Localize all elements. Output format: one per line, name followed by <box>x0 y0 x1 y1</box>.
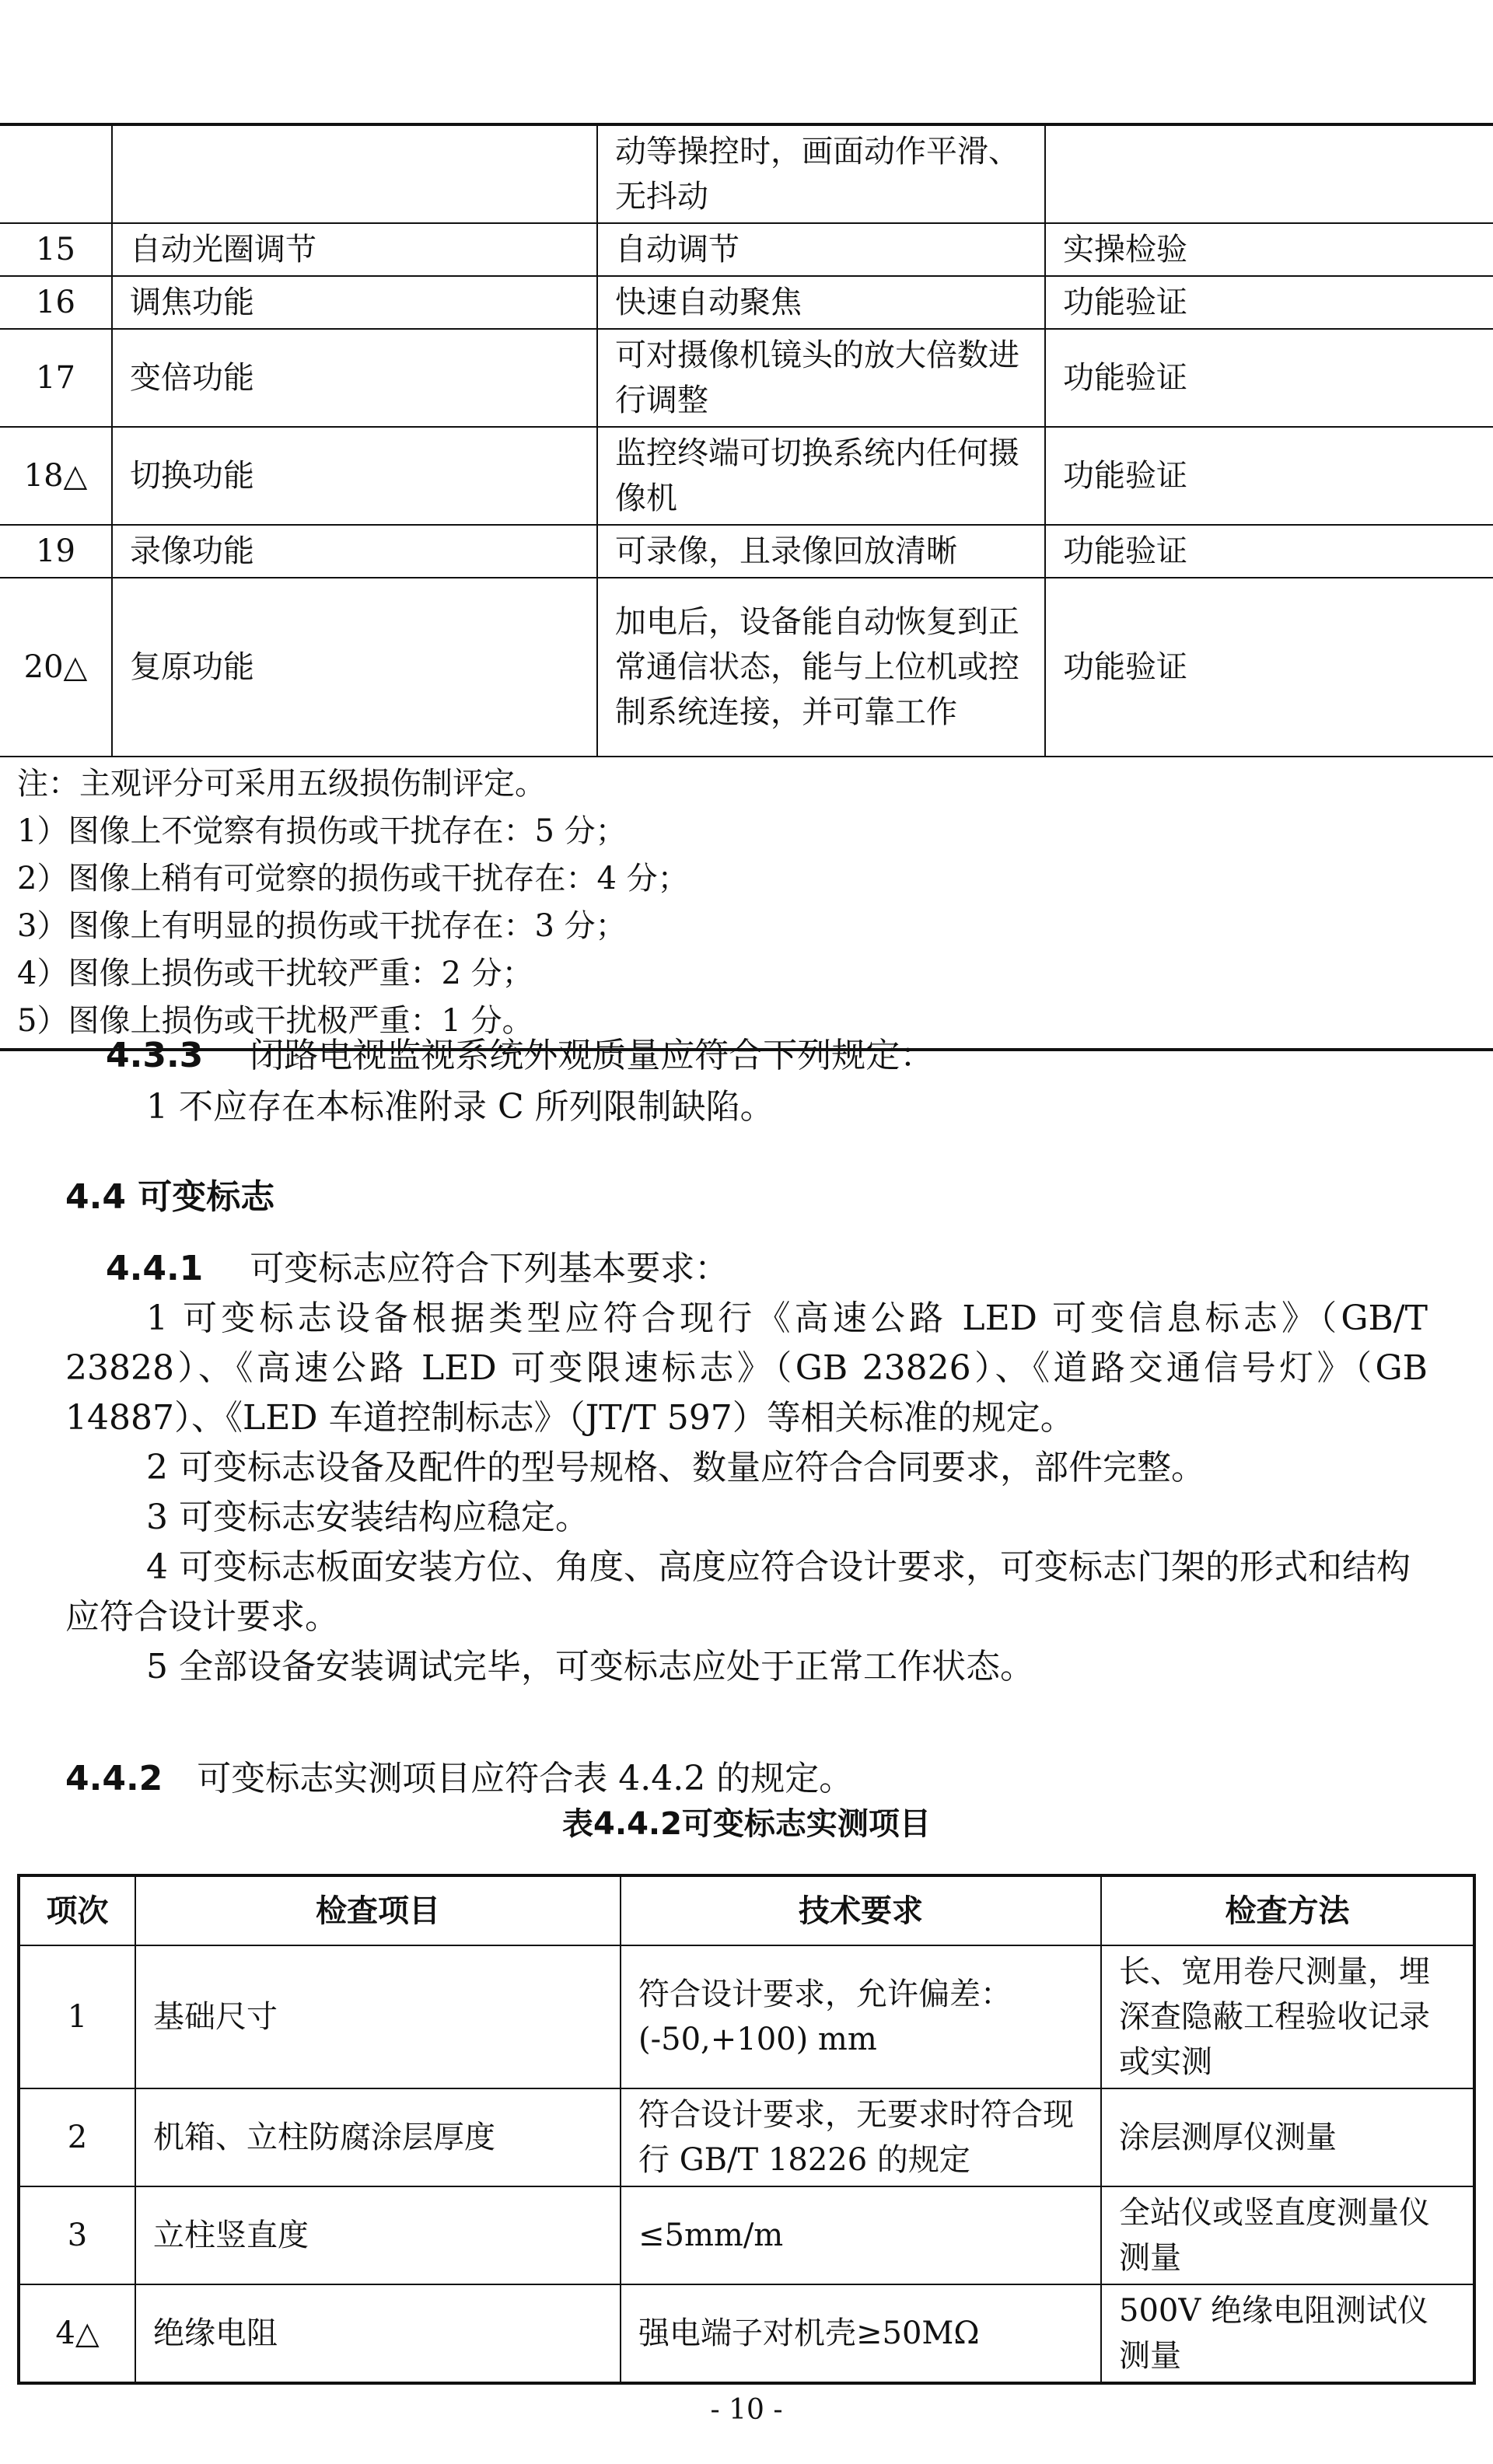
clause-4-3-3 <box>106 1031 934 1081</box>
clause-text: 可变标志实测项目应符合表 4.4.2 的规定。 <box>197 1759 854 1798</box>
check-item: 立柱竖直度 <box>135 2186 621 2284</box>
table-caption: 表4.4.2可变标志实测项目 <box>562 1806 931 1842</box>
check-item: 基础尺寸 <box>135 1945 621 2088</box>
section-number: 4.4 <box>65 1177 126 1217</box>
check-item: 录像功能 <box>112 525 597 578</box>
tech-requirement: 可对摄像机镜头的放大倍数进行调整 <box>597 329 1045 427</box>
table-header-row <box>19 1875 1474 1945</box>
check-method: 实操检验 <box>1045 223 1493 276</box>
item-number: 18△ <box>0 427 112 525</box>
item-number: 19 <box>0 525 112 578</box>
check-method: 长、宽用卷尺测量，埋深查隐蔽工程验收记录或实测 <box>1101 1945 1474 2088</box>
header-check-item: 检查项目 <box>135 1875 621 1945</box>
header-tech-requirement: 技术要求 <box>621 1875 1101 1945</box>
check-method: 功能验证 <box>1045 329 1493 427</box>
table-row <box>0 276 1493 329</box>
requirement-item: 1 可变标志设备根据类型应符合现行《高速公路 LED 可变信息标志》（GB/T 23828）、《高速公路 LED 可变限速标志》（GB 23826）、《道路交通信号灯》（GB 14887）、《LED 车道控制标志》（JT/T 597）等相关标准的规定。 <box>65 1298 1428 1438</box>
note-line: 2）图像上稍有可觉察的损伤或干扰存在：4 分； <box>17 861 689 896</box>
note-line: 1）图像上不觉察有损伤或干扰存在：5 分； <box>17 813 627 849</box>
table-row <box>19 2186 1474 2284</box>
clause-number: 4.3.3 <box>106 1036 204 1075</box>
check-method: 全站仪或竖直度测量仪测量 <box>1101 2186 1474 2284</box>
item-number: 2 <box>19 2088 135 2186</box>
item-number <box>0 124 112 223</box>
item-number: 15 <box>0 223 112 276</box>
table-row <box>0 525 1493 578</box>
note-line: 注：主观评分可采用五级损伤制评定。 <box>17 766 546 802</box>
item-number: 1 <box>19 1945 135 2088</box>
header-check-method: 检查方法 <box>1101 1875 1474 1945</box>
clause-4-4-1 <box>106 1244 729 1294</box>
table-notes <box>0 757 1493 1050</box>
item-number: 4△ <box>19 2284 135 2383</box>
table-row <box>0 223 1493 276</box>
tech-requirement: 快速自动聚焦 <box>597 276 1045 329</box>
table-row <box>19 2284 1474 2383</box>
notes-row <box>0 757 1493 1050</box>
table-row <box>0 427 1493 525</box>
tech-requirement: 加电后，设备能自动恢复到正常通信状态，能与上位机或控制系统连接，并可靠工作 <box>597 578 1045 757</box>
tech-requirement: 可录像，且录像回放清晰 <box>597 525 1045 578</box>
tech-requirement: 自动调节 <box>597 223 1045 276</box>
table-row <box>0 329 1493 427</box>
check-method: 功能验证 <box>1045 525 1493 578</box>
check-item: 切换功能 <box>112 427 597 525</box>
check-method: 功能验证 <box>1045 276 1493 329</box>
check-item: 复原功能 <box>112 578 597 757</box>
requirement-item: 5 全部设备安装调试完毕，可变标志应处于正常工作状态。 <box>146 1647 1034 1686</box>
check-method: 涂层测厚仪测量 <box>1101 2088 1474 2186</box>
item-number: 17 <box>0 329 112 427</box>
table-row <box>0 578 1493 757</box>
check-method: 功能验证 <box>1045 578 1493 757</box>
tech-requirement: ≤5mm/m <box>621 2186 1101 2284</box>
table-row <box>0 124 1493 223</box>
tech-requirement: 符合设计要求，允许偏差：(-50,+100) mm <box>621 1945 1101 2088</box>
requirement-item: 4 可变标志板面安装方位、角度、高度应符合设计要求，可变标志门架的形式和结构应符合设计要求。 <box>65 1547 1411 1637</box>
item-number: 16 <box>0 276 112 329</box>
requirement-item: 2 可变标志设备及配件的型号规格、数量应符合合同要求，部件完整。 <box>146 1448 1205 1487</box>
check-item: 绝缘电阻 <box>135 2284 621 2383</box>
check-method: 功能验证 <box>1045 427 1493 525</box>
section-heading-4-4 <box>65 1173 274 1222</box>
item-number: 20△ <box>0 578 112 757</box>
check-method: 500V 绝缘电阻测试仪测量 <box>1101 2284 1474 2383</box>
header-item-number: 项次 <box>19 1875 135 1945</box>
note-line: 3）图像上有明显的损伤或干扰存在：3 分； <box>17 908 627 944</box>
requirement-item: 3 可变标志安装结构应稳定。 <box>146 1498 589 1537</box>
clause-text: 可变标志应符合下列基本要求： <box>250 1249 729 1288</box>
check-method <box>1045 124 1493 223</box>
tech-requirement: 符合设计要求，无要求时符合现行 GB/T 18226 的规定 <box>621 2088 1101 2186</box>
tech-requirement: 监控终端可切换系统内任何摄像机 <box>597 427 1045 525</box>
check-item <box>112 124 597 223</box>
section-title: 可变标志 <box>138 1177 275 1217</box>
table-row <box>19 2088 1474 2186</box>
item-number: 3 <box>19 2186 135 2284</box>
clause-text: 闭路电视监视系统外观质量应符合下列规定： <box>250 1036 935 1075</box>
clause-item: 1 不应存在本标准附录 C 所列限制缺陷。 <box>146 1087 774 1127</box>
cctv-test-table <box>0 123 1493 1051</box>
table-row <box>19 1945 1474 2088</box>
clause-number: 4.4.2 <box>65 1759 163 1798</box>
clause-number: 4.4.1 <box>106 1249 204 1288</box>
tech-requirement: 强电端子对机壳≥50MΩ <box>621 2284 1101 2383</box>
check-item: 机箱、立柱防腐涂层厚度 <box>135 2088 621 2186</box>
check-item: 自动光圈调节 <box>112 223 597 276</box>
page-number: - 10 - <box>710 2394 783 2426</box>
note-line: 4）图像上损伤或干扰较严重：2 分； <box>17 956 533 991</box>
check-item: 变倍功能 <box>112 329 597 427</box>
note-line: 5）图像上损伤或干扰极严重：1 分。 <box>17 1003 533 1039</box>
clause-4-4-2 <box>65 1754 853 1804</box>
check-item: 调焦功能 <box>112 276 597 329</box>
vms-test-table <box>17 1874 1476 2385</box>
tech-requirement: 动等操控时，画面动作平滑、无抖动 <box>597 124 1045 223</box>
